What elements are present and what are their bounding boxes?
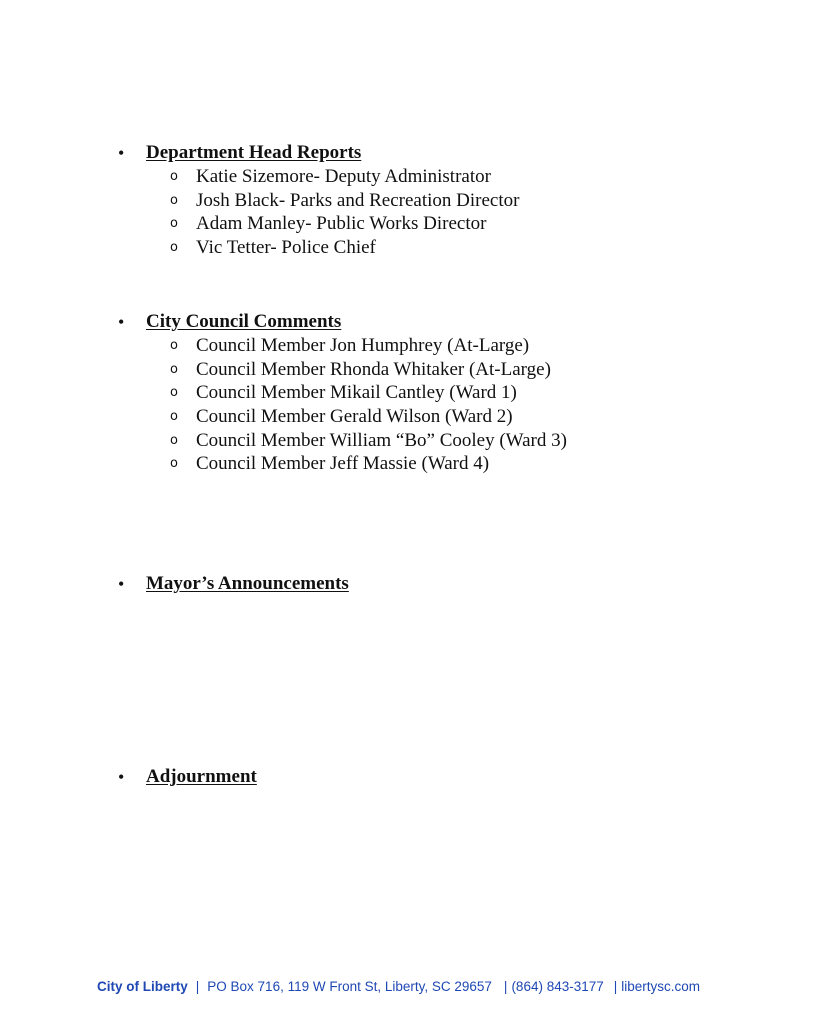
list-item-text: Council Member Rhonda Whitaker (At-Large) <box>196 358 551 380</box>
circle-bullet-icon: o <box>170 216 178 232</box>
footer-separator: | <box>613 978 618 994</box>
list-item <box>170 405 567 429</box>
circle-bullet-icon: o <box>170 456 178 472</box>
list-item-text: Adam Manley- Public Works Director <box>196 213 487 235</box>
list-item <box>170 381 567 405</box>
list-item-text: Council Member Mikail Cantley (Ward 1) <box>196 382 517 404</box>
bullet-icon: • <box>118 312 125 332</box>
footer-separator: | <box>195 978 200 994</box>
footer-address: PO Box 716, 119 W Front St, Liberty, SC 29657 <box>207 978 492 994</box>
list-item-text: Council Member Jeff Massie (Ward 4) <box>196 453 490 475</box>
city-council-list <box>170 334 567 476</box>
footer-phone: (864) 843-3177 <box>511 978 604 994</box>
bullet-icon: • <box>118 143 125 163</box>
list-item <box>170 334 567 358</box>
circle-bullet-icon: o <box>170 385 178 401</box>
section-heading-mayors-announcements <box>118 572 349 596</box>
bullet-icon: • <box>118 767 125 787</box>
heading-text: Department Head Reports <box>146 142 362 163</box>
section-heading-department-head-reports <box>118 141 361 165</box>
section-heading-adjournment <box>118 765 257 789</box>
list-item-text: Vic Tetter- Police Chief <box>196 236 376 258</box>
list-item-text: Council Member William “Bo” Cooley (Ward 3) <box>196 429 567 451</box>
list-item <box>170 429 567 453</box>
circle-bullet-icon: o <box>170 192 178 208</box>
circle-bullet-icon: o <box>170 239 178 255</box>
list-item <box>170 236 519 260</box>
list-item-text: Katie Sizemore- Deputy Administrator <box>196 165 491 187</box>
list-item <box>170 212 519 236</box>
list-item <box>170 189 519 213</box>
heading-text: City Council Comments <box>146 311 342 332</box>
heading-text: Mayor’s Announcements <box>146 573 349 594</box>
circle-bullet-icon: o <box>170 361 178 377</box>
footer-organization: City of Liberty <box>97 978 188 994</box>
department-head-list <box>170 165 519 260</box>
circle-bullet-icon: o <box>170 168 178 184</box>
bullet-icon: • <box>118 574 125 594</box>
list-item-text: Josh Black- Parks and Recreation Director <box>196 189 520 211</box>
list-item <box>170 165 519 189</box>
heading-text: Adjournment <box>146 766 257 787</box>
circle-bullet-icon: o <box>170 337 178 353</box>
page-footer <box>97 976 700 996</box>
list-item <box>170 358 567 382</box>
list-item-text: Council Member Gerald Wilson (Ward 2) <box>196 405 513 427</box>
list-item-text: Council Member Jon Humphrey (At-Large) <box>196 334 530 356</box>
section-heading-city-council-comments <box>118 310 341 334</box>
circle-bullet-icon: o <box>170 408 178 424</box>
circle-bullet-icon: o <box>170 432 178 448</box>
footer-separator: | <box>503 978 508 994</box>
list-item <box>170 452 567 476</box>
footer-website: libertysc.com <box>621 978 701 994</box>
